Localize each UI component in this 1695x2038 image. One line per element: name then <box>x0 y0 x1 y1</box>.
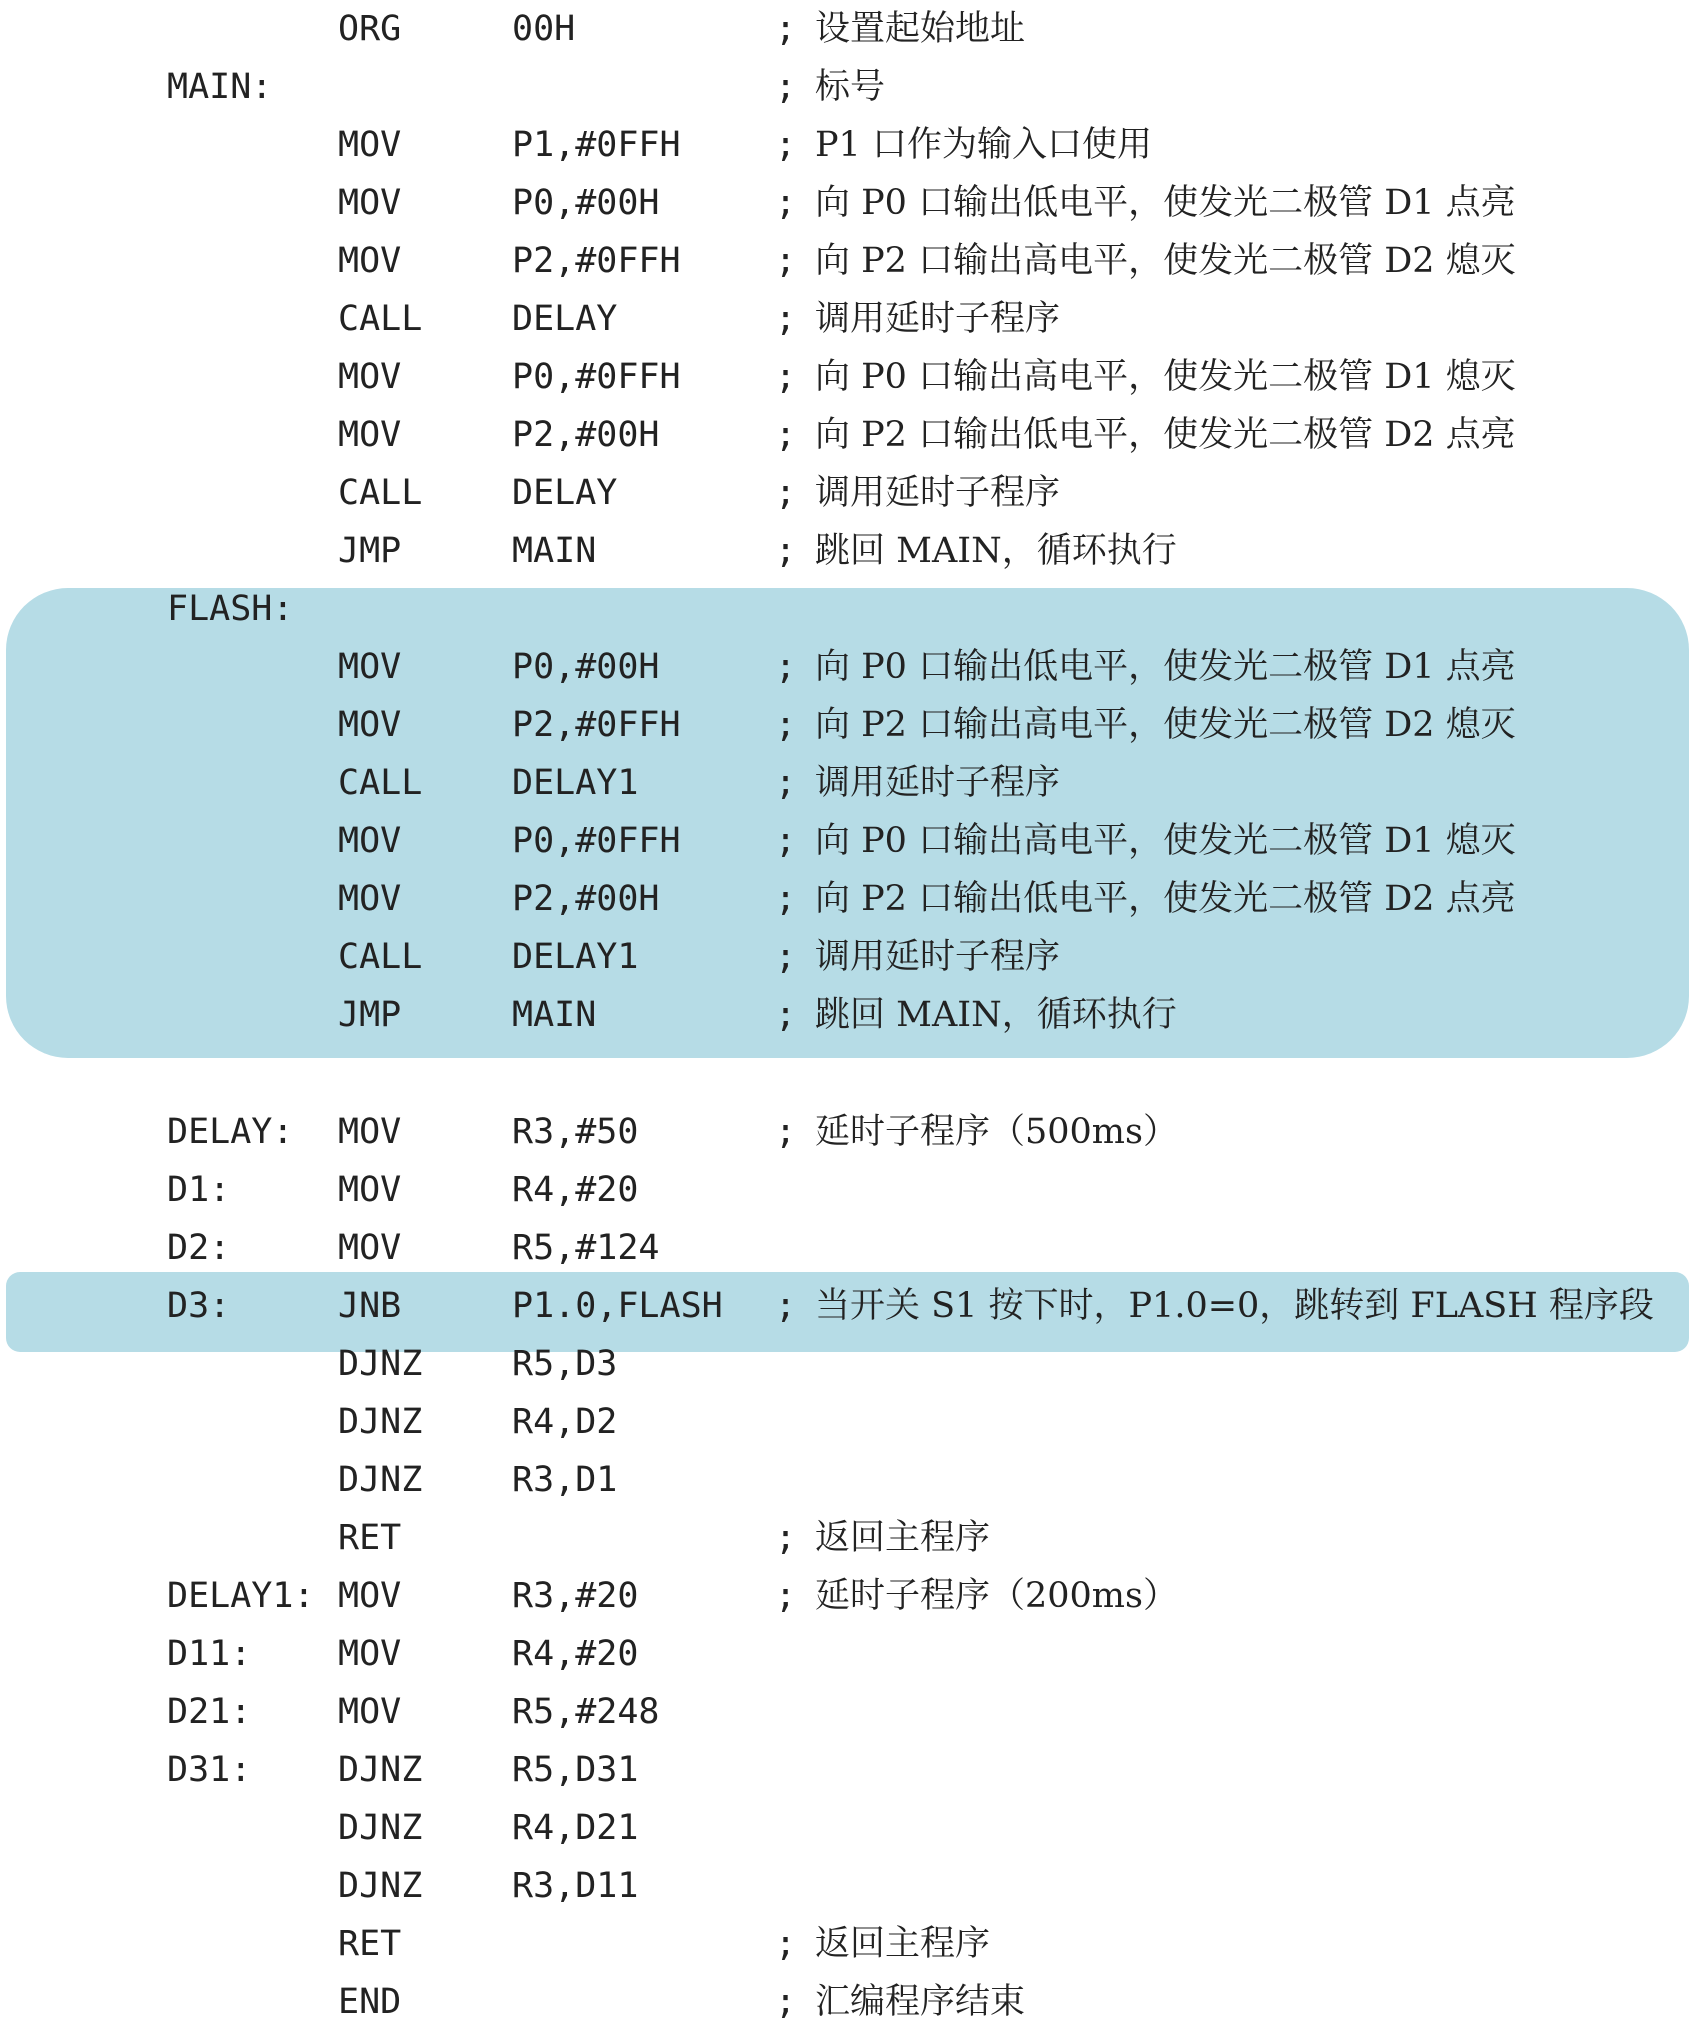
line-comment: 向 P0 口输出高电平，使发光二极管 D1 熄灭 <box>815 357 1516 397</box>
code-line <box>0 58 1695 116</box>
line-operand: MAIN <box>512 995 597 1035</box>
code-line <box>0 638 1695 696</box>
line-operand: R3,#20 <box>512 1576 639 1616</box>
line-comment: 调用延时子程序 <box>815 473 1061 513</box>
line-comment: 向 P0 口输出高电平，使发光二极管 D1 熄灭 <box>815 821 1516 861</box>
code-line <box>0 1741 1695 1799</box>
line-opcode: MOV <box>338 1228 402 1268</box>
line-comment: 延时子程序（200ms） <box>815 1576 1178 1616</box>
line-opcode: MOV <box>338 415 402 455</box>
line-label: D11: <box>167 1634 252 1674</box>
line-opcode: DJNZ <box>338 1460 423 1500</box>
line-operand: P2,#00H <box>512 415 660 455</box>
comment-separator: ; <box>775 995 797 1035</box>
line-operand: 00H <box>512 9 576 49</box>
line-opcode: MOV <box>338 125 402 165</box>
line-operand: DELAY1 <box>512 763 639 803</box>
line-operand: P0,#00H <box>512 183 660 223</box>
line-opcode: MOV <box>338 1112 402 1152</box>
code-line <box>0 1393 1695 1451</box>
comment-separator: ; <box>775 415 797 455</box>
line-operand: P0,#0FFH <box>512 821 681 861</box>
line-opcode: JMP <box>338 995 402 1035</box>
comment-separator: ; <box>775 1286 797 1326</box>
comment-separator: ; <box>775 1982 797 2022</box>
line-operand: R4,D2 <box>512 1402 618 1442</box>
line-comment: 向 P2 口输出高电平，使发光二极管 D2 熄灭 <box>815 241 1516 281</box>
comment-separator: ; <box>775 357 797 397</box>
comment-separator: ; <box>775 241 797 281</box>
comment-separator: ; <box>775 125 797 165</box>
line-comment: 调用延时子程序 <box>815 299 1061 339</box>
code-line <box>0 522 1695 580</box>
line-opcode: DJNZ <box>338 1750 423 1790</box>
line-comment: 标号 <box>815 67 886 107</box>
comment-separator: ; <box>775 1924 797 1964</box>
line-comment: 延时子程序（500ms） <box>815 1112 1178 1152</box>
line-operand: R4,#20 <box>512 1634 639 1674</box>
line-opcode: MOV <box>338 183 402 223</box>
code-line <box>0 406 1695 464</box>
line-operand: DELAY <box>512 299 618 339</box>
comment-separator: ; <box>775 67 797 107</box>
line-opcode: MOV <box>338 705 402 745</box>
code-line <box>0 1567 1695 1625</box>
line-operand: MAIN <box>512 531 597 571</box>
line-label: DELAY: <box>167 1112 294 1152</box>
line-label: FLASH: <box>167 589 294 629</box>
comment-separator: ; <box>775 647 797 687</box>
code-line <box>0 928 1695 986</box>
comment-separator: ; <box>775 183 797 223</box>
comment-separator: ; <box>775 821 797 861</box>
line-comment: 调用延时子程序 <box>815 763 1061 803</box>
code-line <box>0 812 1695 870</box>
line-comment: 返回主程序 <box>815 1518 991 1558</box>
code-line <box>0 1277 1695 1335</box>
line-opcode: ORG <box>338 9 402 49</box>
line-operand: R4,D21 <box>512 1808 639 1848</box>
line-comment: 向 P0 口输出低电平，使发光二极管 D1 点亮 <box>815 647 1516 687</box>
line-comment: P1 口作为输入口使用 <box>815 125 1152 165</box>
code-line <box>0 1161 1695 1219</box>
line-opcode: MOV <box>338 357 402 397</box>
comment-separator: ; <box>775 1576 797 1616</box>
comment-separator: ; <box>775 9 797 49</box>
comment-separator: ; <box>775 299 797 339</box>
line-operand: P2,#00H <box>512 879 660 919</box>
line-comment: 当开关 S1 按下时，P1.0=0，跳转到 FLASH 程序段 <box>815 1286 1654 1326</box>
code-line <box>0 696 1695 754</box>
comment-separator: ; <box>775 531 797 571</box>
line-opcode: DJNZ <box>338 1866 423 1906</box>
line-operand: P1.0,FLASH <box>512 1286 723 1326</box>
code-line <box>0 0 1695 58</box>
line-comment: 跳回 MAIN，循环执行 <box>815 531 1177 571</box>
line-comment: 向 P2 口输出低电平，使发光二极管 D2 点亮 <box>815 415 1516 455</box>
line-operand: R4,#20 <box>512 1170 639 1210</box>
line-operand: R3,D1 <box>512 1460 618 1500</box>
line-operand: DELAY <box>512 473 618 513</box>
line-opcode: RET <box>338 1924 402 1964</box>
comment-separator: ; <box>775 1518 797 1558</box>
line-label: DELAY1: <box>167 1576 315 1616</box>
line-opcode: CALL <box>338 299 423 339</box>
comment-separator: ; <box>775 705 797 745</box>
line-opcode: CALL <box>338 473 423 513</box>
code-line <box>0 1219 1695 1277</box>
line-label: D21: <box>167 1692 252 1732</box>
code-line <box>0 232 1695 290</box>
code-line <box>0 174 1695 232</box>
code-line <box>0 754 1695 812</box>
line-operand: R5,D31 <box>512 1750 639 1790</box>
comment-separator: ; <box>775 879 797 919</box>
code-line <box>0 1973 1695 2031</box>
code-line <box>0 1335 1695 1393</box>
line-opcode: MOV <box>338 821 402 861</box>
comment-separator: ; <box>775 937 797 977</box>
code-line <box>0 580 1695 638</box>
line-opcode: MOV <box>338 1170 402 1210</box>
line-opcode: MOV <box>338 1692 402 1732</box>
code-line <box>0 986 1695 1044</box>
line-opcode: MOV <box>338 1634 402 1674</box>
line-opcode: MOV <box>338 879 402 919</box>
line-operand: P0,#00H <box>512 647 660 687</box>
line-comment: 返回主程序 <box>815 1924 991 1964</box>
line-opcode: MOV <box>338 1576 402 1616</box>
line-label: D3: <box>167 1286 231 1326</box>
code-line <box>0 1799 1695 1857</box>
line-comment: 汇编程序结束 <box>815 1982 1026 2022</box>
line-comment: 向 P0 口输出低电平，使发光二极管 D1 点亮 <box>815 183 1516 223</box>
code-line <box>0 870 1695 928</box>
line-opcode: JMP <box>338 531 402 571</box>
comment-separator: ; <box>775 1112 797 1152</box>
comment-separator: ; <box>775 473 797 513</box>
line-opcode: MOV <box>338 241 402 281</box>
line-comment: 跳回 MAIN，循环执行 <box>815 995 1177 1035</box>
line-label: D31: <box>167 1750 252 1790</box>
line-comment: 向 P2 口输出高电平，使发光二极管 D2 熄灭 <box>815 705 1516 745</box>
line-label: D2: <box>167 1228 231 1268</box>
code-line <box>0 1509 1695 1567</box>
line-comment: 设置起始地址 <box>815 9 1026 49</box>
line-label: MAIN: <box>167 67 273 107</box>
line-opcode: CALL <box>338 763 423 803</box>
line-comment: 向 P2 口输出低电平，使发光二极管 D2 点亮 <box>815 879 1516 919</box>
line-operand: R3,D11 <box>512 1866 639 1906</box>
line-operand: P1,#0FFH <box>512 125 681 165</box>
comment-separator: ; <box>775 763 797 803</box>
code-line <box>0 1451 1695 1509</box>
line-opcode: MOV <box>338 647 402 687</box>
code-line <box>0 1625 1695 1683</box>
line-opcode: DJNZ <box>338 1808 423 1848</box>
code-line <box>0 1857 1695 1915</box>
code-line <box>0 348 1695 406</box>
code-line <box>0 1915 1695 1973</box>
line-label: D1: <box>167 1170 231 1210</box>
line-operand: P2,#0FFH <box>512 241 681 281</box>
line-opcode: DJNZ <box>338 1402 423 1442</box>
line-comment: 调用延时子程序 <box>815 937 1061 977</box>
line-opcode: RET <box>338 1518 402 1558</box>
line-operand: DELAY1 <box>512 937 639 977</box>
line-opcode: JNB <box>338 1286 402 1326</box>
line-operand: P0,#0FFH <box>512 357 681 397</box>
line-opcode: DJNZ <box>338 1344 423 1384</box>
code-line <box>0 290 1695 348</box>
line-operand: R5,#248 <box>512 1692 660 1732</box>
code-line <box>0 1683 1695 1741</box>
line-opcode: END <box>338 1982 402 2022</box>
code-line <box>0 1103 1695 1161</box>
line-operand: R5,D3 <box>512 1344 618 1384</box>
code-line <box>0 116 1695 174</box>
line-operand: P2,#0FFH <box>512 705 681 745</box>
line-operand: R3,#50 <box>512 1112 639 1152</box>
line-operand: R5,#124 <box>512 1228 660 1268</box>
code-line <box>0 464 1695 522</box>
line-opcode: CALL <box>338 937 423 977</box>
